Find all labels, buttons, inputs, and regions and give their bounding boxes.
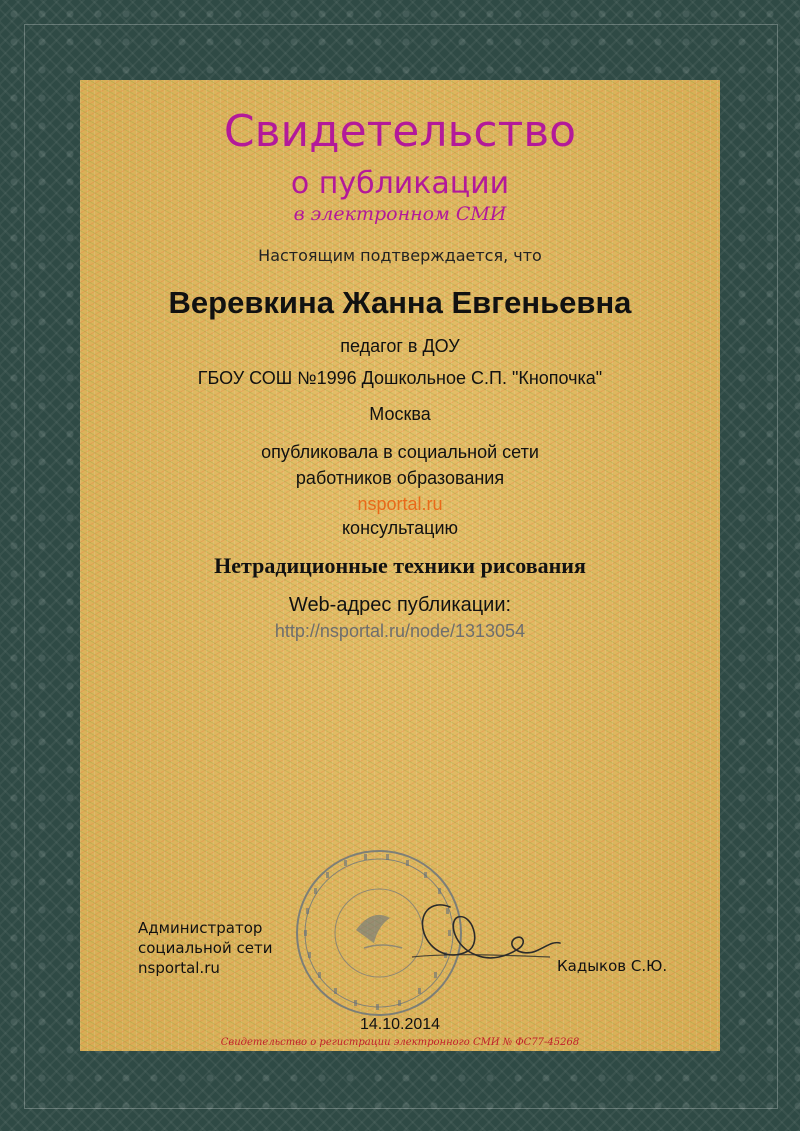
person-name: Веревкина Жанна Евгеньевна	[168, 285, 632, 320]
admin-line-2: социальной сети	[138, 939, 273, 957]
issue-date: 14.10.2014	[359, 1016, 441, 1033]
signature-icon	[410, 895, 565, 975]
registration-note: Свидетельство о регистрации электронного СМИ № ФС77-45268	[220, 1037, 580, 1048]
published-line-2: работников образования	[295, 468, 505, 488]
admin-block	[138, 918, 272, 978]
site-name: nsportal.ru	[357, 494, 443, 514]
published-line-1: опубликовала в социальной сети	[261, 442, 539, 462]
certificate-title: Свидетельство	[223, 106, 577, 157]
signer-name: Кадыков С.Ю.	[557, 957, 668, 975]
certificate-subtitle-media: в электронном СМИ	[293, 203, 507, 225]
admin-line-1: Администратор	[138, 919, 263, 937]
certificate-subtitle: о публикации	[290, 166, 510, 201]
admin-line-3: nsportal.ru	[138, 959, 220, 977]
city: Москва	[369, 404, 431, 424]
work-title: Нетрадиционные техники рисования	[214, 553, 586, 578]
confirm-text: Настоящим подтверждается, что	[258, 246, 542, 265]
publication-link[interactable]: http://nsportal.ru/node/1313054	[274, 621, 526, 641]
person-position: педагог в ДОУ	[340, 336, 460, 356]
address-label: Web-адрес публикации:	[288, 594, 512, 616]
organization: ГБОУ СОШ №1996 Дошкольное С.П. "Кнопочка"	[197, 368, 603, 388]
material-type: консультацию	[341, 518, 459, 538]
